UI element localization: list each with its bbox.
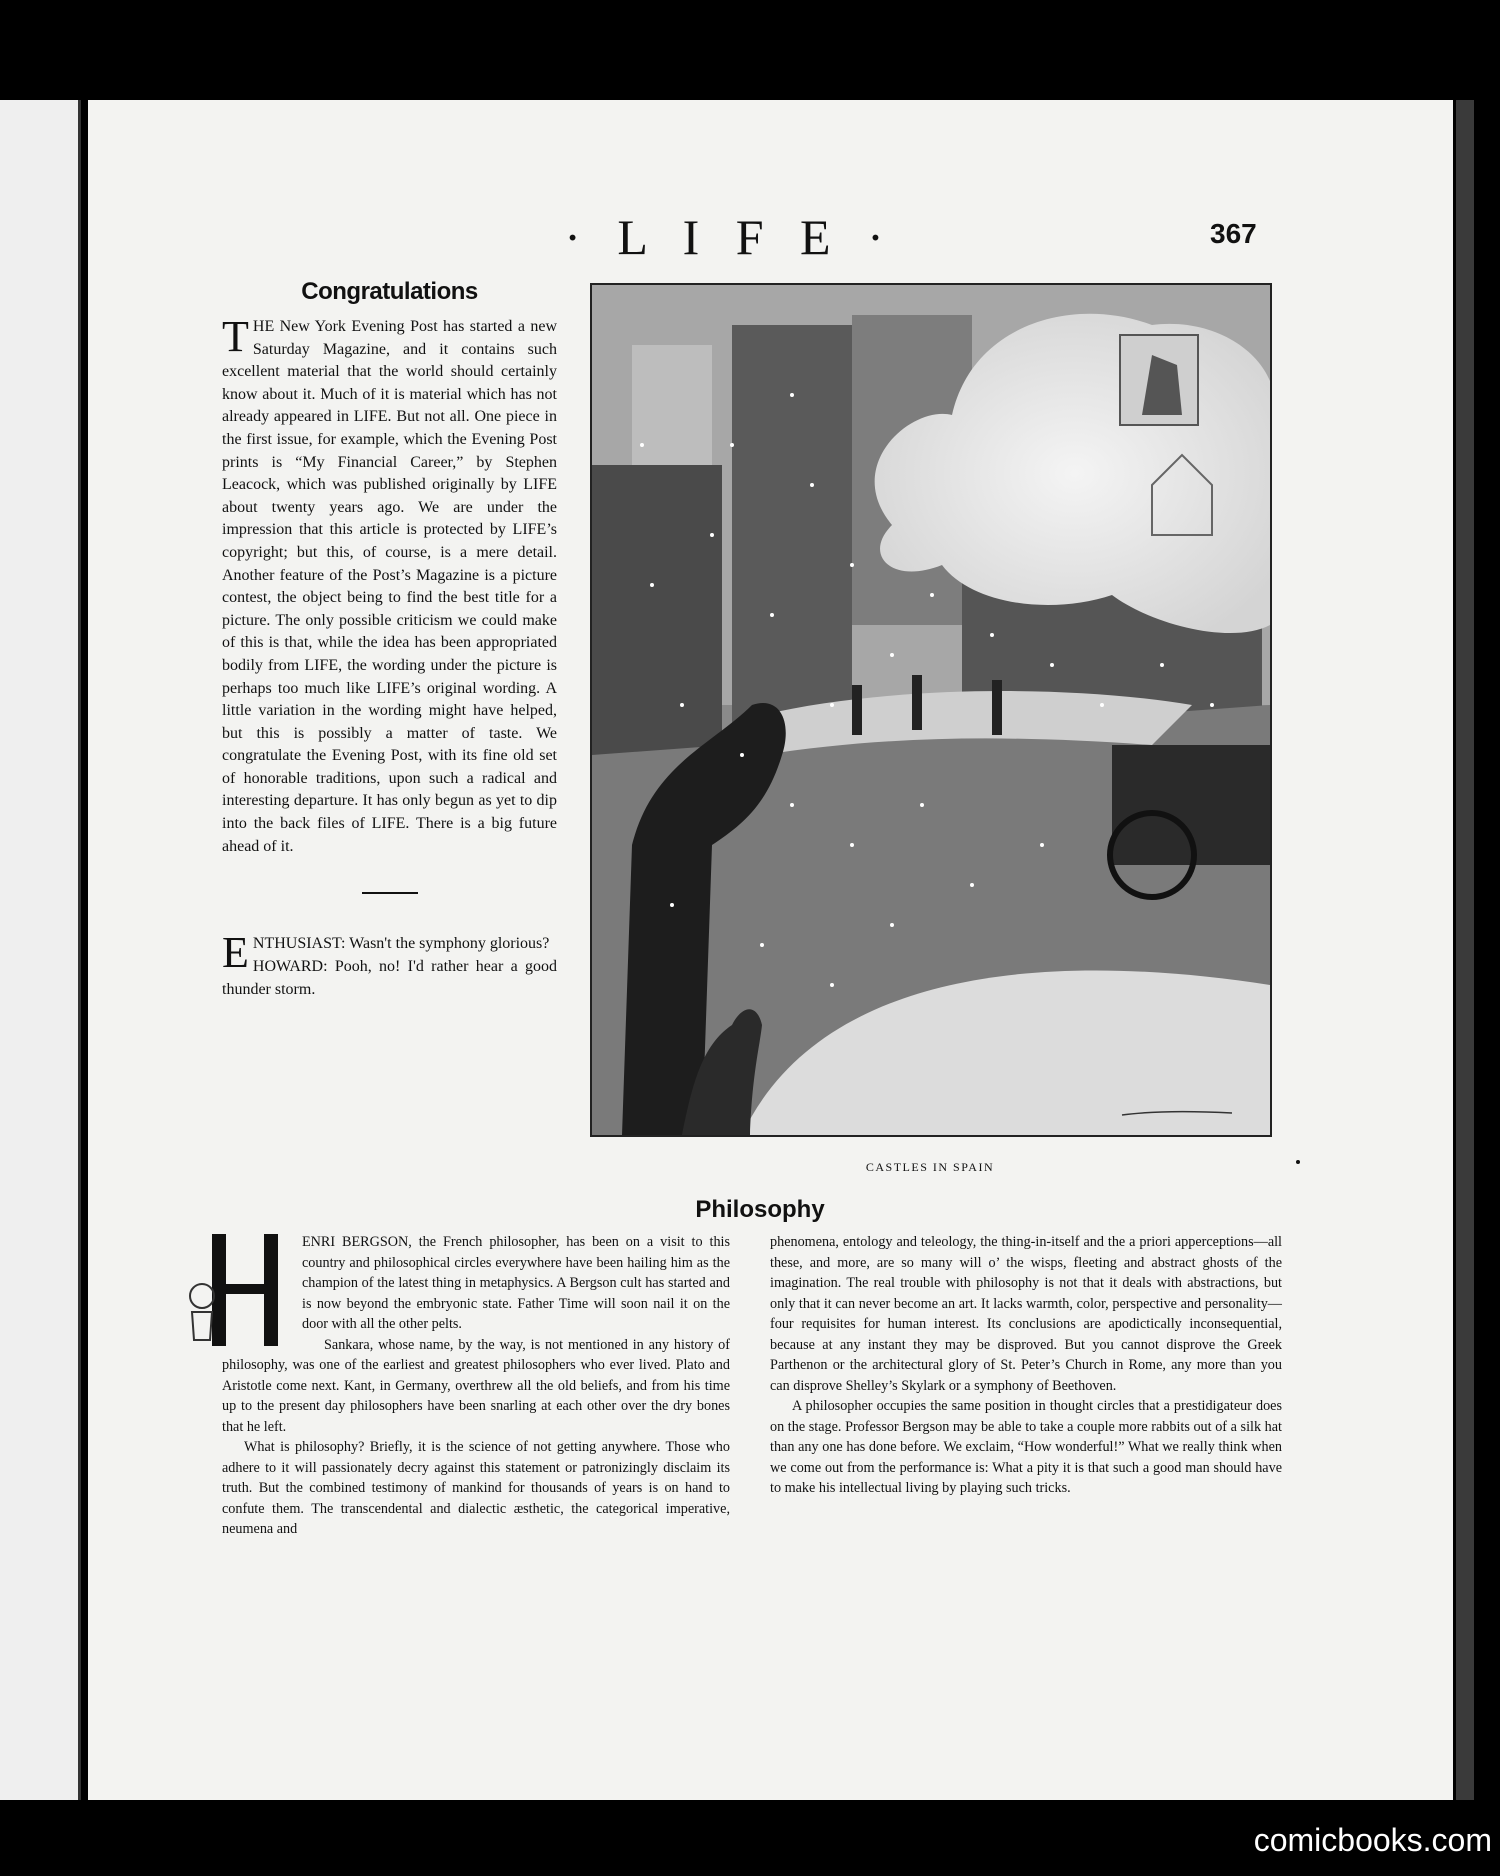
dark-tower [732,325,852,745]
section-divider [362,892,418,894]
watermark: comicbooks.com [1253,1822,1492,1858]
print-mark [1296,1160,1300,1164]
enthusiast-joke [222,928,558,1001]
joke-speaker: HOWARD: [252,958,328,976]
cherub-initial-icon [182,1232,294,1350]
congratulations-article [222,312,557,858]
street-scene-drawing [592,285,1270,1135]
drop-cap-e: E [222,928,249,978]
philosophy-paragraph-2: Sankara, whose name, by the way, is not mentioned in any history of philosophy, was one of the earliest and greatest philosophers who ever lived. Plato and Aristotle come next. Kant, in Germany, overthrew all the old beliefs, and from his time up to the present day philosophers have been snarling at each other over the dry bones that he left. [222,1336,730,1435]
illustration-caption: CASTLES IN SPAIN [865,1160,995,1174]
left-column [222,278,557,1001]
joke-line-2: Pooh, no! I'd rather hear a good thunder storm. [222,958,558,999]
philosophy-paragraph-1: ENRI BERGSON, the French philosopher, has been on a visit to this country and philosophical circles everywhere have been hailing him as the champion of the latest thing in metaphysics. A Bergson cult has started and is now beyond the embryonic state. Father Time will soon nail it on the door with all the other pelts. [302,1234,730,1332]
philosophy-title: Philosophy [695,1196,825,1223]
previous-page-edge [0,100,81,1800]
page-number: 367 [1210,218,1257,249]
philosophy-paragraph-5: A philosopher occupies the same position in thought circles that a prestidigateur does on the stage. Professor Bergson may be able to take a couple more rabbits out of a silk hat than any one has done before. We exclaim, “How wonderful!” What we really think when we come out from the performance is: What a pity it is that such a good man should have to make his intellectual living by playing such tricks. [770,1398,1282,1496]
congratulations-body: HE New York Evening Post has started a new Saturday Magazine, and it contains such excellent material that the world should certainly know about it. Much of it is material which has not already appeared in LIFE. But not all. One piece in the first issue, for example, which the Evening Post prints is “My Financial Career,” by Stephen Leacock, which was published originally by LIFE about twenty years ago. We are under the impression that this article is protected by LIFE’s copyright; but this, of course, is a mere detail. Another feature of the Post’s Magazine is a picture contest, the object being to find the best title for a picture. The only possible criticism we could make of this is that, while the idea has been appropriated bodily from LIFE, the wording under the picture is perhaps too much like LIFE’s original wording. A little variation in the wording might have helped, but this is possibly a matter of taste. We congratulate the Evening Post, with its fine old set of honorable traditions, upon such a radical and interesting departure. It has only begun as yet to dip into the back files of LIFE. There is a big future ahead of it. [222,318,557,855]
castles-in-spain-illustration [590,283,1272,1137]
philosophy-paragraph-4: phenomena, entology and teleology, the thing-in-itself and the a priori apperceptions—all these, and more, are so many will o’ the wisps, fleeting and abstract ghosts of the imagination. The real trouble with philosophy is not that it deals with abstractions, but only that it can never become an art. It lacks warmth, color, perspective and personality—four requisites for human interest. Its conclusions are apodictically inconsequential, because at any instant they may be disproved. But you cannot disprove the Greek Parthenon or the architectural glory of St. Peter’s Church in Rome, any more than you can disprove Shelley’s Skylark or a symphony of Beethoven. [770,1234,1282,1394]
masthead: · L I F E · [564,209,896,265]
dark-building-left [592,465,722,765]
pedestrian [992,680,1002,735]
pedestrian [852,685,862,735]
page-binding-edge [1456,100,1474,1800]
joke-line-1: NTHUSIAST: Wasn't the symphony glorious? [252,935,550,953]
pedestrian [912,675,922,730]
congratulations-title: Congratulations [301,278,478,305]
philosophy-column-2 [770,1232,1282,1499]
drop-cap-t: T [222,312,249,361]
philosophy-paragraph-3: What is philosophy? Briefly, it is the science of not getting anywhere. Those who adhere to it will passionately decry against this statement or patronizingly disclaim its truth. But the combined testimony of mankind for thousands of years is on hand to confute them. The transcendental and dialectic æsthetic, the categorical imperative, neumena and [222,1439,730,1537]
philosophy-column-1 [222,1232,730,1540]
decorated-initial-h [182,1232,294,1350]
